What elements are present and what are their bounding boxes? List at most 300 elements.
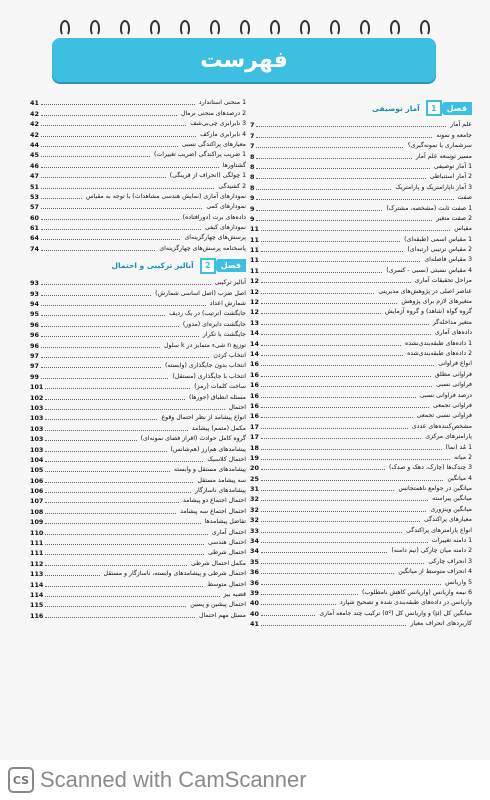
dot-leader — [41, 125, 186, 126]
toc-entry-title: 5 واریانس — [445, 578, 472, 586]
dot-leader — [261, 615, 315, 616]
chapter-name: آمار توصیفی — [371, 103, 420, 113]
dot-leader — [261, 313, 381, 314]
toc-entry[interactable] — [250, 598, 472, 608]
toc-entry-page: 45 — [30, 151, 39, 160]
toc-entry-title: پارامترهای مرکزی — [425, 433, 472, 441]
toc-entry[interactable] — [250, 286, 472, 296]
toc-entry-page: 11 — [250, 266, 259, 275]
dot-leader — [261, 500, 428, 501]
toc-entry-page: 61 — [30, 224, 39, 233]
dot-leader — [45, 419, 157, 420]
toc-entry-page: 42 — [30, 120, 39, 129]
toc-entry[interactable] — [250, 556, 472, 566]
toc-entry[interactable] — [30, 171, 246, 181]
binder-ring — [390, 20, 400, 36]
toc-entry-page: 25 — [250, 474, 259, 483]
dot-leader — [261, 542, 428, 543]
toc-entry-page: 16 — [250, 391, 259, 400]
toc-entry[interactable] — [30, 610, 246, 620]
toc-entry-page: 110 — [30, 528, 44, 537]
page-title: فهرست — [200, 47, 288, 73]
toc-entry[interactable] — [30, 465, 246, 475]
toc-entry-title: مسیر توسعه علم آمار — [415, 152, 472, 160]
toc-entry[interactable] — [30, 392, 246, 402]
dot-leader — [261, 345, 401, 346]
dot-leader — [45, 565, 187, 566]
title-banner — [52, 38, 436, 82]
toc-entry-title: ساخت کلمات (رمز) — [194, 383, 246, 391]
toc-entry[interactable] — [30, 423, 246, 433]
binder-ring — [420, 20, 430, 36]
toc-entry-page: 41 — [30, 99, 39, 108]
toc-entry-page: 114 — [30, 590, 44, 599]
toc-entry-page: 13 — [250, 318, 259, 327]
toc-entry-title: عناصر اصلی در پژوهش‌های مدیریتی — [378, 287, 472, 295]
toc-entry[interactable] — [250, 151, 472, 161]
toc-entry-title: انتخاب کردن — [213, 351, 246, 359]
dot-leader — [45, 523, 200, 524]
toc-entry-page: 42 — [30, 109, 39, 118]
toc-entry-page: 107 — [30, 497, 44, 506]
toc-entry[interactable] — [250, 577, 472, 587]
toc-entry-page: 93 — [30, 289, 39, 298]
dot-leader — [256, 199, 453, 200]
dot-leader — [41, 336, 199, 337]
dot-leader — [41, 167, 219, 168]
dot-leader — [256, 210, 382, 211]
dot-leader — [261, 261, 420, 262]
toc-entry-page: 11 — [250, 256, 259, 265]
dot-leader — [45, 554, 204, 555]
toc-entry[interactable] — [250, 182, 472, 192]
toc-entry[interactable] — [30, 600, 246, 610]
dot-leader — [261, 449, 442, 450]
toc-entry-title: مسئله انطباق (جورها) — [188, 393, 246, 401]
toc-entry-page: 11 — [250, 246, 259, 255]
toc-entry[interactable] — [30, 496, 246, 506]
toc-entry[interactable] — [30, 212, 246, 222]
toc-entry[interactable] — [30, 361, 246, 371]
toc-entry-title: نمودارهای کمی — [206, 203, 246, 211]
dot-leader — [256, 137, 432, 138]
toc-entry-title: 1 مُد (نما) — [445, 443, 472, 451]
toc-entry-page: 106 — [30, 487, 44, 496]
binder-ring — [270, 20, 280, 36]
toc-entry[interactable] — [250, 546, 472, 556]
toc-entry-page: 34 — [250, 537, 259, 546]
toc-entry[interactable] — [30, 299, 246, 309]
toc-entry[interactable] — [30, 330, 246, 340]
dot-leader — [45, 451, 166, 452]
toc-entry-page: 105 — [30, 466, 44, 475]
toc-entry[interactable] — [30, 233, 246, 243]
toc-entry-title: 2 کشیدگی — [218, 182, 246, 190]
toc-entry[interactable] — [250, 473, 472, 483]
toc-entry[interactable] — [250, 536, 472, 546]
toc-entry-title: جایگشت دایره‌ای (مدور) — [182, 320, 246, 328]
toc-entry-title: احتمال کلاسیک — [207, 455, 246, 463]
toc-entry[interactable] — [30, 243, 246, 253]
toc-entry[interactable] — [30, 444, 246, 454]
toc-entry-page: 33 — [250, 526, 259, 535]
dot-leader — [45, 409, 224, 410]
toc-entry[interactable] — [250, 141, 472, 151]
toc-entry[interactable] — [30, 434, 246, 444]
dot-leader — [41, 284, 211, 285]
toc-entry-page: 103 — [30, 414, 44, 423]
toc-entry-page: 7 — [250, 131, 255, 140]
toc-entry[interactable] — [30, 108, 246, 118]
toc-entry-title: مکمل احتمال شرطی — [191, 559, 246, 567]
chapter-tag: فصل — [442, 102, 472, 115]
toc-entry-page: 53 — [30, 192, 39, 201]
toc-entry-title: احتمال پیشین و پسین — [190, 601, 246, 609]
toc-entry[interactable] — [250, 525, 472, 535]
toc-entry[interactable] — [250, 608, 472, 618]
toc-entry[interactable] — [250, 401, 472, 411]
toc-entry-page: 114 — [30, 580, 44, 589]
toc-entry[interactable] — [30, 340, 246, 350]
toc-entry-title: 1 مقیاس اسمی (طبقه‌ای) — [404, 235, 472, 243]
dot-leader — [261, 230, 450, 231]
toc-entry[interactable] — [30, 475, 246, 485]
dot-leader — [41, 198, 82, 199]
toc-entry[interactable] — [250, 317, 472, 327]
toc-entry-page: 101 — [30, 383, 44, 392]
toc-entry-title: داده‌های آماری — [434, 329, 472, 337]
toc-entry[interactable] — [30, 579, 246, 589]
toc-entry[interactable] — [250, 380, 472, 390]
toc-entry[interactable] — [30, 486, 246, 496]
dot-leader — [261, 604, 336, 605]
toc-entry-page: 116 — [30, 611, 44, 620]
toc-entry[interactable] — [30, 382, 246, 392]
toc-entry-title: گروه کامل حوادث (افراز فضای نمونه‌ای) — [140, 435, 246, 443]
toc-entry-title: 3 مقیاس فاصله‌ای — [424, 256, 472, 264]
toc-entry[interactable] — [30, 538, 246, 548]
binder-ring — [150, 20, 160, 36]
toc-entry-title: علم آمار — [450, 121, 472, 129]
toc-entry-page: 17 — [250, 433, 259, 442]
toc-entry[interactable] — [30, 181, 246, 191]
toc-entry-page: 115 — [30, 601, 44, 610]
toc-entry[interactable] — [250, 411, 472, 421]
toc-entry-title: احتمال متوسط — [207, 580, 246, 588]
toc-entry-title: مقیاس — [454, 225, 472, 233]
toc-entry[interactable] — [30, 558, 246, 568]
toc-list-right — [250, 120, 472, 629]
toc-entry-title: 2 مقیاس ترتیبی (رتبه‌ای) — [407, 246, 472, 254]
toc-entry[interactable] — [250, 588, 472, 598]
toc-entry[interactable] — [30, 129, 246, 139]
toc-entry[interactable] — [30, 288, 246, 298]
camscanner-logo: CS — [8, 767, 34, 793]
dot-leader — [45, 617, 195, 618]
toc-entry[interactable] — [30, 160, 246, 170]
toc-entry[interactable] — [250, 421, 472, 431]
toc-entry[interactable] — [250, 442, 472, 452]
toc-entry[interactable] — [30, 371, 246, 381]
dot-leader — [41, 315, 165, 316]
binder-ring — [120, 20, 130, 36]
toc-entry-page: 7 — [250, 142, 255, 151]
dot-leader — [261, 625, 406, 626]
dot-leader — [45, 534, 208, 535]
toc-entry[interactable] — [30, 569, 246, 579]
dot-leader — [45, 471, 170, 472]
toc-entry-page: 111 — [30, 539, 44, 548]
toc-entry-title: نمودارهای آماری (نمایش هندسی مشاهدات) با توجه به مقیاس — [85, 192, 246, 200]
binder-ring — [60, 20, 70, 36]
toc-entry-title: 4 انحراف متوسط از میانگین — [398, 568, 472, 576]
toc-entry-title: 4 میانگین — [447, 474, 472, 482]
toc-entry[interactable] — [250, 234, 472, 244]
toc-entry[interactable] — [250, 567, 472, 577]
scanner-footer — [0, 760, 490, 800]
toc-entry[interactable] — [250, 494, 472, 504]
toc-entry-title: 4 نابرابری مارکف — [200, 130, 246, 138]
toc-entry-page: 9 — [250, 204, 255, 213]
toc-entry[interactable] — [250, 297, 472, 307]
toc-entry-page: 40 — [250, 609, 259, 618]
toc-entry-page: 102 — [30, 393, 44, 402]
toc-entry[interactable] — [250, 390, 472, 400]
toc-entry[interactable] — [250, 515, 472, 525]
toc-entry[interactable] — [30, 278, 246, 288]
toc-entry[interactable] — [30, 506, 246, 516]
toc-entry-page: 9 — [250, 214, 255, 223]
toc-entry[interactable] — [30, 150, 246, 160]
toc-entry-title: 2 آمار استنباطی — [429, 173, 472, 181]
toc-entry[interactable] — [30, 202, 246, 212]
toc-entry[interactable] — [250, 214, 472, 224]
toc-entry-title: احتمال اجتماع دو پیشامد — [182, 497, 246, 505]
dot-leader — [41, 305, 206, 306]
toc-entry[interactable] — [250, 349, 472, 359]
toc-entry-page: 99 — [30, 372, 39, 381]
toc-entry-page: 36 — [250, 568, 259, 577]
toc-entry[interactable] — [30, 319, 246, 329]
toc-entry[interactable] — [250, 328, 472, 338]
dot-leader — [261, 303, 397, 304]
toc-entry[interactable] — [30, 590, 246, 600]
dot-leader — [41, 208, 202, 209]
toc-entry[interactable] — [250, 307, 472, 317]
toc-entry-page: 11 — [250, 225, 259, 234]
toc-entry-title: 1 آمار توصیفی — [433, 162, 472, 170]
toc-entry[interactable] — [30, 140, 246, 150]
toc-entry-page: 14 — [250, 339, 259, 348]
dot-leader — [256, 178, 425, 179]
toc-entry-title: احتمال آماری — [211, 528, 246, 536]
dot-leader — [261, 355, 403, 356]
toc-entry-title: میانگین پیراسته — [432, 495, 472, 503]
toc-entry-title: احتمال اجتماع سه پیشامد — [180, 507, 246, 515]
dot-leader — [261, 594, 358, 595]
toc-entry[interactable] — [250, 172, 472, 182]
toc-entry-page: 42 — [30, 130, 39, 139]
toc-entry-title: 1 چولگی (انحراف از قرینگی) — [169, 172, 246, 180]
toc-entry-page: 35 — [250, 557, 259, 566]
toc-entry[interactable] — [250, 265, 472, 275]
toc-entry-title: احتمال شرطی — [207, 549, 246, 557]
toc-entry-title: معیارهای پراکندگی نسبی — [181, 140, 246, 148]
dot-leader — [256, 168, 429, 169]
toc-entry[interactable] — [250, 504, 472, 514]
toc-entry-page: 111 — [30, 549, 44, 558]
toc-entry-title: فراوانی مطلق — [434, 370, 472, 378]
toc-entry[interactable] — [250, 369, 472, 379]
toc-entry-page: 94 — [30, 300, 39, 309]
toc-entry[interactable] — [30, 351, 246, 361]
toc-entry-title: واریانس در داده‌های طبقه‌بندی شده و تصحیح شپارد — [339, 599, 472, 607]
toc-entry[interactable] — [250, 276, 472, 286]
dot-leader — [41, 188, 215, 189]
dot-leader — [261, 417, 413, 418]
binder-ring — [210, 20, 220, 36]
binder-ring — [180, 20, 190, 36]
dot-leader — [45, 440, 136, 441]
toc-entry[interactable] — [30, 119, 246, 129]
dot-leader — [41, 367, 161, 368]
toc-entry-page: 32 — [250, 495, 259, 504]
toc-entry[interactable] — [250, 224, 472, 234]
dot-leader — [256, 189, 391, 190]
dot-leader — [261, 334, 431, 335]
scanner-watermark-text: Scanned with CamScanner — [40, 767, 307, 792]
toc-list-left — [30, 278, 246, 621]
toc-entry[interactable] — [30, 455, 246, 465]
toc-entry-title: اصل ضرب (اصل اساسی شمارش) — [155, 289, 246, 297]
toc-entry-title: گشتاورها — [222, 161, 246, 169]
toc-entry-page: 8 — [250, 173, 255, 182]
toc-entry[interactable] — [30, 548, 246, 558]
toc-entry[interactable] — [30, 403, 246, 413]
dot-leader — [41, 347, 160, 348]
dot-leader — [45, 430, 187, 431]
toc-entry-title: 1 داده‌های طبقه‌بندی‌نشده — [405, 339, 472, 347]
toc-entry-page: 36 — [250, 578, 259, 587]
toc-entry[interactable] — [250, 432, 472, 442]
toc-entry-page: 16 — [250, 412, 259, 421]
right-column — [250, 96, 472, 629]
dot-leader — [261, 324, 429, 325]
toc-entry-title: صفت — [457, 194, 472, 202]
dot-leader — [261, 521, 420, 522]
toc-entry-title: فراوانی تجمعی — [432, 401, 472, 409]
toc-entry[interactable] — [30, 98, 246, 108]
toc-entry-page: 60 — [30, 213, 39, 222]
toc-entry-page: 108 — [30, 507, 44, 516]
toc-entry-title: 6 نیمه واریانس (واریانس کاهش نامطلوب) — [362, 588, 472, 596]
toc-entry-page: 95 — [30, 310, 39, 319]
toc-entry[interactable] — [250, 484, 472, 494]
toc-entry[interactable] — [250, 619, 472, 629]
toc-entry[interactable] — [250, 203, 472, 213]
toc-entry-title: پیشامدهای هم‌ارز (هم‌شانس) — [170, 445, 246, 453]
toc-entry-title: پیشامدهای ناسازگار — [195, 487, 246, 495]
dot-leader — [45, 596, 219, 597]
toc-entry-title: 2 دامنه میان چارکی (نیم دامنه) — [391, 547, 472, 555]
toc-entry[interactable] — [250, 453, 472, 463]
toc-entry-title: 2 داده‌های طبقه‌بندی‌شده — [407, 349, 472, 357]
toc-entry-title: میانگین در جوامع ناهمتجانس — [398, 485, 472, 493]
dot-leader — [261, 573, 394, 574]
toc-entry[interactable] — [250, 463, 472, 473]
dot-leader — [256, 220, 432, 221]
dot-leader — [261, 469, 385, 470]
toc-entry[interactable] — [30, 527, 246, 537]
toc-entry-title: نمودارهای کیفی — [204, 224, 246, 232]
toc-entry-title: 3 انحراف چارکی — [428, 557, 472, 565]
toc-entry-title: مشخص‌کننده‌های عددی — [411, 422, 472, 430]
toc-entry-page: 109 — [30, 518, 44, 527]
dot-leader — [261, 428, 408, 429]
toc-entry-title: 3 نابرابری چی‌بی‌شف — [190, 120, 246, 128]
toc-entry[interactable] — [250, 255, 472, 265]
toc-entry-title: 1 صفت ثابت (مشخصه، مشترک) — [386, 204, 472, 212]
toc-entry-page: 8 — [250, 152, 255, 161]
toc-entry[interactable] — [250, 338, 472, 348]
dot-leader — [261, 241, 400, 242]
toc-entry[interactable] — [30, 223, 246, 233]
toc-entry-page: 41 — [250, 620, 259, 629]
toc-entry-title: آنالیز ترکیبی — [214, 279, 246, 287]
toc-list-left-top — [30, 98, 246, 254]
toc-entry[interactable] — [250, 162, 472, 172]
toc-entry-page: 93 — [30, 279, 39, 288]
dot-leader — [45, 575, 99, 576]
dot-leader — [41, 326, 179, 327]
dot-leader — [45, 461, 203, 462]
binder-rings — [60, 20, 430, 38]
toc-entry[interactable] — [250, 245, 472, 255]
toc-entry-page: 96 — [30, 320, 39, 329]
toc-entry-page: 32 — [250, 505, 259, 514]
toc-entry[interactable] — [30, 517, 246, 527]
binder-ring — [330, 20, 340, 36]
dot-leader — [261, 251, 403, 252]
toc-entry[interactable] — [250, 130, 472, 140]
dot-leader — [41, 104, 195, 105]
toc-entry-page: 9 — [250, 194, 255, 203]
toc-entry-page: 31 — [250, 485, 259, 494]
toc-entry-title: متغیرهای لازم برای پژوهش — [401, 298, 472, 306]
toc-entry-title: پیشامدهای مستقل و وابسته — [173, 466, 246, 474]
dot-leader — [41, 239, 181, 240]
toc-entry[interactable] — [30, 192, 246, 202]
toc-entry[interactable] — [250, 359, 472, 369]
toc-entry-page: 57 — [30, 203, 39, 212]
toc-entry-page: 8 — [250, 183, 255, 192]
toc-entry[interactable] — [250, 120, 472, 130]
toc-entry-page: 16 — [250, 381, 259, 390]
chapter-tag: فصل — [216, 259, 246, 272]
toc-entry[interactable] — [30, 309, 246, 319]
binder-ring — [360, 20, 370, 36]
dot-leader — [261, 532, 402, 533]
toc-entry-title: سه پیشامد مستقل — [197, 476, 246, 484]
dot-leader — [261, 490, 395, 491]
toc-entry-page: 11 — [250, 235, 259, 244]
toc-entry-page: 103 — [30, 445, 44, 454]
toc-entry[interactable] — [250, 193, 472, 203]
toc-entry[interactable] — [30, 413, 246, 423]
dot-leader — [41, 250, 155, 251]
dot-leader — [45, 492, 191, 493]
toc-entry-page: 97 — [30, 362, 39, 371]
